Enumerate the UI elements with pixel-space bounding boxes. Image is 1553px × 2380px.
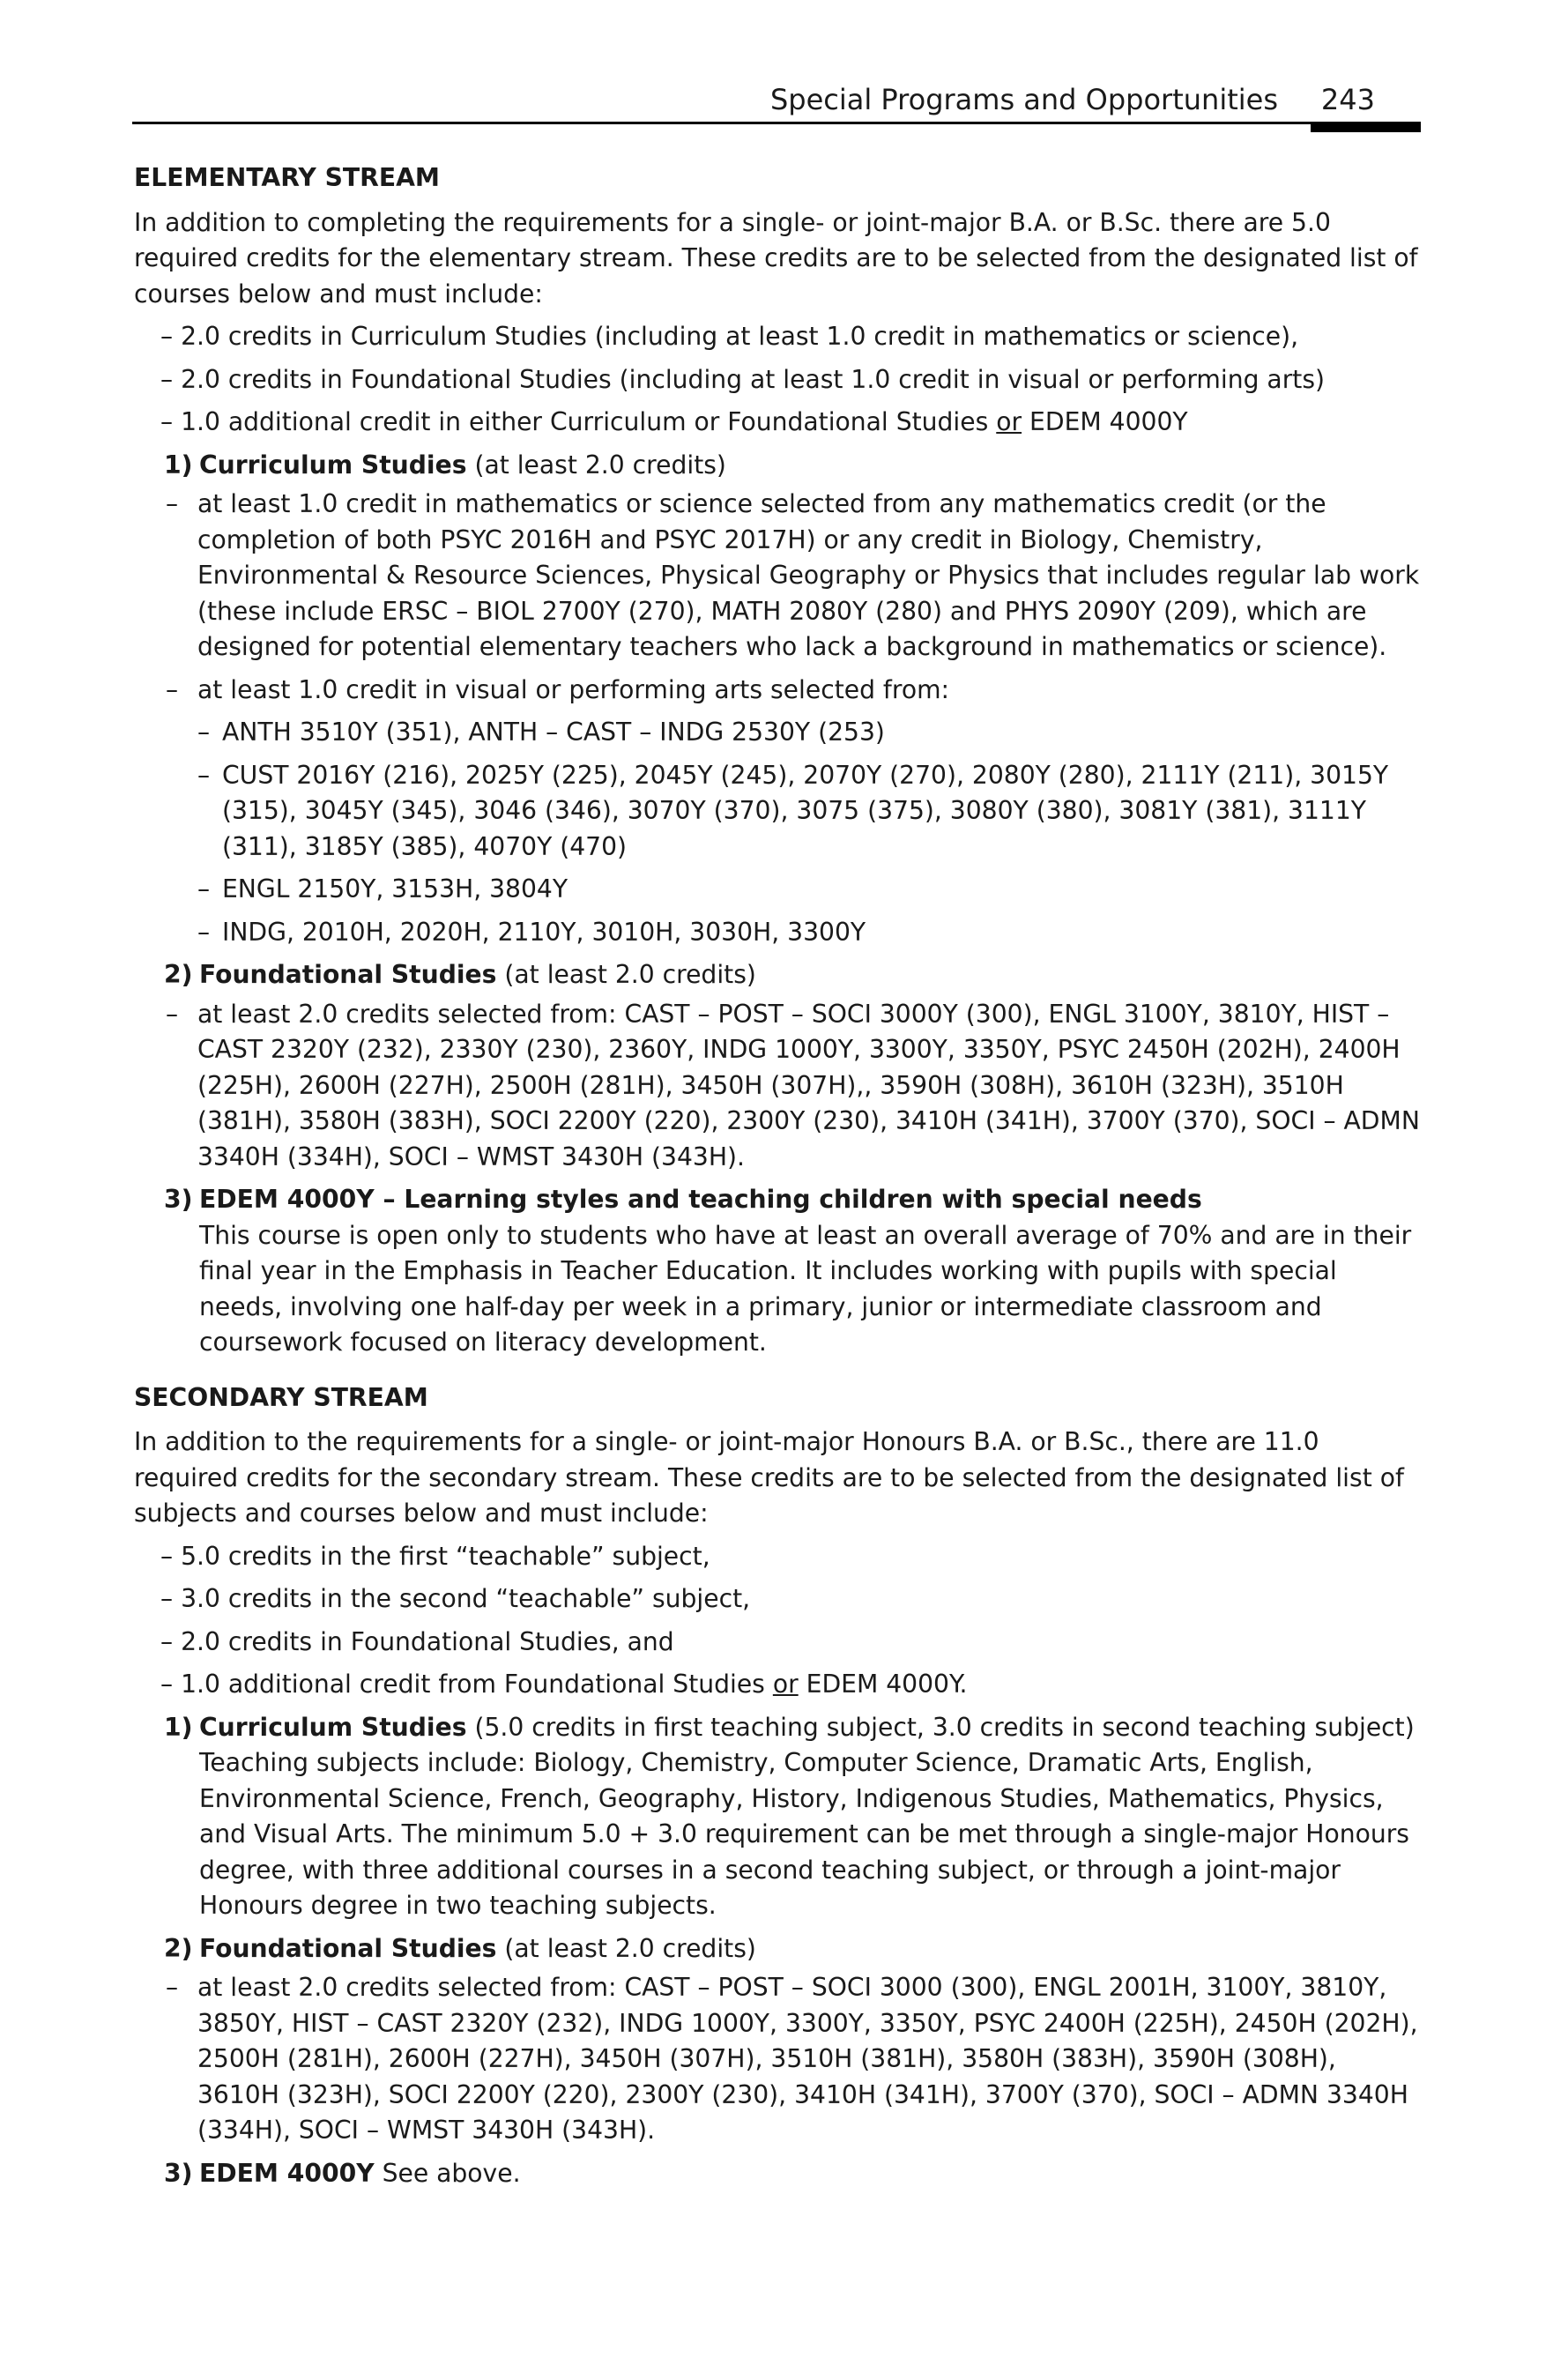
list-item: – 1.0 additional credit in either Curriculum or Foundational Studies or EDEM 4000Y	[160, 407, 1188, 436]
section-title: Foundational Studies (at least 2.0 credits)	[199, 1933, 756, 1963]
section-title: EDEM 4000Y See above.	[199, 2158, 521, 2188]
page-number: 243	[1320, 83, 1375, 116]
secondary-section-3	[134, 2156, 1421, 2192]
secondary-section-2	[134, 1931, 1421, 1967]
section-body: Teaching subjects include: Biology, Chemistry, Computer Science, Dramatic Arts, English, Environmental Science, French, Geography, History, Indigenous Studies, Mathematics, Physics, and Visual Arts. The minimum 5.0 + 3.0 requirement can be met through a single-major Honours degree, with three additional courses in a second teaching subject, or through a joint-major Honours degree in two teaching subjects.	[199, 1748, 1409, 1920]
list-item: – at least 2.0 credits selected from: CAST – POST – SOCI 3000 (300), ENGL 2001H, 3100Y, 3810Y, 3850Y, HIST – CAST 2320Y (232), INDG 1000Y, 3300Y, 3350Y, PSYC 2400H (225H), 2450H (202H), 2500H (281H), 2600H (227H), 3450H (307H), 3510H (381H), 3580H (383H), 3590H (308H), 3610H (323H), SOCI 2200Y (220), 2300Y (230), 3410H (341H), 3700Y (370), SOCI – ADMN 3340H (334H), SOCI – WMST 3430H (343H).	[134, 1970, 1421, 2149]
list-item: – INDG, 2010H, 2020H, 2110Y, 3010H, 3030H, 3300Y	[134, 915, 1421, 951]
underlined-or: or	[996, 407, 1022, 436]
page-header	[132, 79, 1421, 130]
section-number: 1)	[164, 1712, 193, 1742]
list-item: – 5.0 credits in the first “teachable” subject,	[160, 1541, 710, 1571]
header-rule	[132, 122, 1421, 124]
section-title: Curriculum Studies (5.0 credits in first teaching subject, 3.0 credits in second teaching subject)	[199, 1712, 1415, 1742]
dash: –	[197, 760, 211, 790]
list-item: – 2.0 credits in Foundational Studies, and	[160, 1626, 674, 1656]
elementary-section-3	[134, 1182, 1421, 1361]
list-item: – CUST 2016Y (216), 2025Y (225), 2045Y (245), 2070Y (270), 2080Y (280), 2111Y (211), 3015Y (315), 3045Y (345), 3046 (346), 3070Y (370), 3075 (375), 3080Y (380), 3081Y (381), 3111Y (311), 3185Y (385), 4070Y (470)	[134, 758, 1421, 866]
secondary-section-1	[134, 1710, 1421, 1924]
page-body	[134, 160, 1421, 2191]
section-number: 1)	[164, 450, 193, 480]
section-title: Curriculum Studies (at least 2.0 credits)	[199, 450, 726, 480]
list-item: – 1.0 additional credit from Foundational Studies or EDEM 4000Y.	[160, 1670, 968, 1699]
dash: –	[166, 1973, 179, 2002]
dash: –	[197, 874, 211, 904]
secondary-requirements	[160, 1539, 1421, 1703]
dash: –	[197, 718, 211, 747]
elementary-section-1	[134, 448, 1421, 484]
section-number: 2)	[164, 1933, 193, 1963]
dash: –	[160, 1626, 174, 1656]
dash: –	[160, 1670, 174, 1699]
section-title: EDEM 4000Y – Learning styles and teaching children with special needs	[199, 1185, 1202, 1214]
dash: –	[160, 364, 174, 394]
list-item: – at least 1.0 credit in mathematics or science selected from any mathematics credit (or the completion of both PSYC 2016H and PSYC 2017H) or any credit in Biology, Chemistry, Environmental & Resource Sciences, Physical Geography or Physics that includes regular lab work (these include ERSC – BIOL 2700Y (270), MATH 2080Y (280) and PHYS 2090Y (209), which are designed for potential elementary teachers who lack a background in mathematics or science).	[134, 487, 1421, 666]
elementary-section-2	[134, 957, 1421, 993]
dash: –	[166, 999, 179, 1029]
section-number: 3)	[164, 1185, 193, 1214]
dash: –	[166, 674, 179, 704]
secondary-heading: SECONDARY STREAM	[134, 1382, 428, 1412]
running-head: Special Programs and Opportunities	[769, 83, 1278, 116]
list-item: – 2.0 credits in Foundational Studies (including at least 1.0 credit in visual or performing arts)	[160, 364, 1326, 394]
list-item: – 3.0 credits in the second “teachable” subject,	[160, 1584, 751, 1613]
dash: –	[160, 407, 174, 436]
section-number: 2)	[164, 960, 193, 989]
dash: –	[197, 917, 211, 947]
dash: –	[160, 322, 174, 351]
section-number: 3)	[164, 2158, 193, 2188]
section-title: Foundational Studies (at least 2.0 credits)	[199, 960, 756, 989]
dash: –	[166, 489, 179, 518]
underlined-or: or	[772, 1670, 799, 1699]
list-item: – at least 2.0 credits selected from: CAST – POST – SOCI 3000Y (300), ENGL 3100Y, 3810Y, HIST – CAST 2320Y (232), 2330Y (230), 2360Y, INDG 1000Y, 3300Y, 3350Y, PSYC 2450H (202H), 2400H (225H), 2600H (227H), 2500H (281H), 3450H (307H),, 3590H (308H), 3610H (323H), 3510H (381H), 3580H (383H), SOCI 2200Y (220), 2300Y (230), 3410H (341H), 3700Y (370), SOCI – ADMN 3340H (334H), SOCI – WMST 3430H (343H).	[134, 997, 1421, 1176]
elementary-intro: In addition to completing the requirements for a single- or joint-major B.A. or B.Sc. there are 5.0 required credits for the elementary stream. These credits are to be selected from the designated list of courses below and must include:	[134, 207, 1418, 309]
secondary-intro: In addition to the requirements for a single- or joint-major Honours B.A. or B.Sc., there are 11.0 required credits for the secondary stream. These credits are to be selected from the designated list of subjects and courses below and must include:	[134, 1427, 1404, 1528]
list-item: – 2.0 credits in Curriculum Studies (including at least 1.0 credit in mathematics or science),	[160, 322, 1299, 351]
dash: –	[160, 1541, 174, 1571]
elementary-heading: ELEMENTARY STREAM	[134, 163, 440, 192]
header-bar	[1311, 122, 1421, 132]
list-item: – at least 1.0 credit in visual or performing arts selected from:	[134, 673, 1421, 709]
elementary-requirements	[160, 319, 1421, 441]
list-item: – ENGL 2150Y, 3153H, 3804Y	[134, 872, 1421, 908]
list-item: – ANTH 3510Y (351), ANTH – CAST – INDG 2530Y (253)	[134, 715, 1421, 751]
section-body: This course is open only to students who have at least an overall average of 70% and are in their final year in the Emphasis in Teacher Education. It includes working with pupils with special needs, involving one half-day per week in a primary, junior or intermediate classroom and coursework focused on literacy development.	[199, 1220, 1412, 1357]
dash: –	[160, 1584, 174, 1613]
